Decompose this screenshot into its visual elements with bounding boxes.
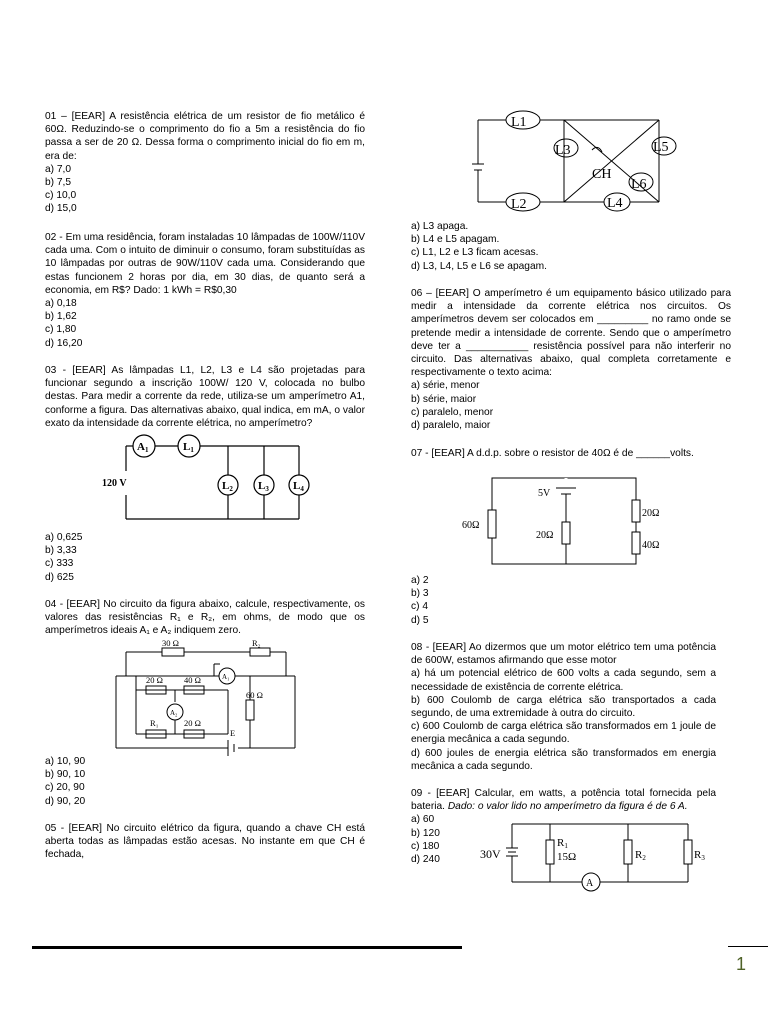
options: [45, 297, 365, 350]
lamp-sub: 3: [265, 485, 269, 493]
question-03: [45, 364, 365, 430]
option: c) 20, 90: [45, 782, 85, 794]
question-06: [411, 287, 731, 432]
option: d) 600 joules de energia elétrica são transformados em energia mecânica a cada segundo.: [411, 747, 716, 772]
question-text: 01 – [EEAR] A resistência elétrica de um resistor de fio metálico é 60Ω. Reduzindo-se o comprimento do fio a 5m a resistência do fio passa a ser de 20 Ω. Dessa forma o comprimento inicial do fio em m, era de:: [45, 111, 365, 162]
question-05: [45, 822, 365, 862]
svg-text:R3: [694, 849, 705, 862]
option: c) paralelo, menor: [411, 406, 494, 418]
option: d) L3, L4, L5 e L6 se apagam.: [411, 260, 547, 272]
label-30-ohm: 30 Ω: [162, 638, 179, 648]
lamp-l6-label: L6: [631, 177, 647, 192]
option: d) 240: [411, 854, 440, 866]
label-r1: R: [557, 837, 565, 849]
option: d) 625: [45, 571, 74, 583]
ammeter-label: A: [586, 878, 594, 889]
option: c) 180: [411, 840, 440, 852]
label-20-ohm-bottom: 20 Ω: [184, 718, 201, 728]
question-text: 04 - [EEAR] No circuito da figura abaixo, calcule, respectivamente, os valores das resistências R₁ e R₂, em ohms, de modo que os amperímetros ideais A₁ e A₂ indiquem zero.: [45, 599, 365, 637]
option: b) série, maior: [411, 393, 477, 405]
label-a2: A₂: [170, 709, 178, 717]
r1-sub: 1: [564, 842, 568, 850]
question-08: [411, 641, 716, 773]
question-text: 02 - Em uma residência, foram instaladas 10 lâmpadas de 100W/110V cada uma. Com o intuito de diminuir o consumo, foram substituídas as 10 lâmpadas por outras de 90W/110V cada uma. Considerando que estas funcionem 2 horas por dia, em 30 dias, de quanto será a economia, em R$? Dado: 1 kWh = R$0,30: [45, 232, 365, 296]
options-05: [411, 220, 547, 273]
option: b) 3,33: [45, 545, 77, 557]
circuit-figure-q07: [460, 474, 660, 570]
options: [411, 379, 731, 432]
question-04: [45, 598, 365, 638]
label-r2: R: [635, 849, 643, 861]
lamp-l3-label: L: [258, 480, 266, 492]
option: a) série, menor: [411, 380, 480, 392]
r2-sub: 2: [642, 854, 646, 862]
question-text: 07 - [EEAR] A d.d.p. sobre o resistor de 40Ω é de ______volts.: [411, 448, 694, 459]
label-a1: A₁: [222, 673, 230, 681]
question-01: [45, 110, 365, 216]
lamp-sub: 2: [229, 485, 233, 493]
option: b) 600 Coulomb de carga elétrica são transportados a cada segundo, de uma extremidade à outra do circuito.: [411, 694, 716, 720]
lamp-l2-label: L: [222, 480, 230, 492]
label-e: E: [230, 728, 236, 738]
option: d) paralelo, maior: [411, 420, 491, 432]
option: b) 3: [411, 588, 429, 600]
label-40-ohm: 40Ω: [642, 540, 660, 551]
option: a) 60: [411, 814, 435, 826]
label-20-ohm-top: 20 Ω: [146, 675, 163, 685]
options: [45, 163, 365, 216]
svg-text:L1: [183, 441, 194, 454]
lamp-l1-label: L1: [511, 115, 527, 130]
option: d) 90, 20: [45, 795, 86, 807]
options-04: [45, 755, 85, 808]
battery-voltage-label: 30V: [480, 847, 501, 861]
lamp-l5-label: L5: [653, 140, 669, 155]
option: d) 15,0: [45, 203, 77, 215]
svg-text:A1: [137, 441, 149, 454]
lamp-l4-label: L: [293, 480, 301, 492]
circuit-figure-q09: [478, 818, 704, 894]
voltage-label: 120 V: [102, 478, 127, 489]
question-02: [45, 231, 365, 350]
option: a) 0,18: [45, 298, 77, 310]
option: d) 16,20: [45, 337, 83, 349]
svg-text:L3: [258, 480, 269, 493]
lamp-l1-label: L: [183, 441, 191, 453]
question-text: 06 – [EEAR] O amperímetro é um equipamento básico utilizado para medir a intensidade da corrente elétrica nos circuitos. Os amperímetros devem ser colocados em _________ no ramo onde se pretende medir a intensidade de corrente. Sendo que o amperímetro deve ter a ___________ resistência possível para não interferir no circuito. Das alternativas abaixo, qual completa corretamente e respectivamente o texto acima:: [411, 288, 731, 379]
option: c) 10,0: [45, 190, 77, 202]
r3-sub: 3: [701, 854, 705, 862]
ammeter-label: A: [137, 441, 145, 453]
option: c) 600 Coulomb de carga elétrica são transformados em 1 joule de energia mecânica a cada segundo.: [411, 721, 716, 746]
option: a) há um potencial elétrico de 600 volts a cada segundo, sem a necessidade de existência de corrente elétrica.: [411, 668, 716, 693]
circuit-figure-q03: [98, 433, 320, 525]
question-07: [411, 447, 731, 460]
option: a) 0,625: [45, 532, 83, 543]
circuit-figure-q05: [464, 108, 669, 214]
option: c) 1,80: [45, 324, 77, 336]
footer-rule: [32, 946, 462, 949]
label-20-ohm-middle: 20Ω: [536, 530, 554, 541]
page-number: 1: [736, 954, 747, 974]
question-text: 08 - [EEAR] Ao dizermos que um motor elétrico tem uma potência de 600W, estamos afirmando que esse motor: [411, 642, 716, 667]
option: c) 4: [411, 601, 428, 613]
lamp-l2-label: L2: [511, 197, 527, 212]
option: c) 333: [45, 558, 74, 570]
question-text: 05 - [EEAR] No circuito elétrico da figura, quando a chave CH está aberta todas as lâmpadas estão acesas. No instante em que CH é fechada,: [45, 823, 365, 861]
circuit-figure-q04: [110, 636, 296, 750]
option: d) 5: [411, 614, 429, 626]
label-r3: R: [694, 849, 702, 861]
page-number-rule: [728, 946, 768, 947]
svg-text:L4: [293, 480, 304, 493]
option: b) 90, 10: [45, 769, 86, 781]
question-text: 03 - [EEAR] As lâmpadas L1, L2, L3 e L4 são projetadas para funcionar segundo a inscrição 100W/ 120 V, colocada no bulbo destas. Para medir a corrente da rede, utiliza-se um amperímetro A1, conforme a figura. Das alternativas abaixo, qual indica, em mA, o valor exato da intensidade da corrente elétrica, no amperímetro?: [45, 365, 365, 429]
option: c) L1, L2 e L3 ficam acesas.: [411, 247, 539, 259]
question-note: Dado: o valor lido no amperímetro da figura é de 6 A.: [447, 801, 688, 813]
question-text: 09 - [EEAR] Calcular, em watts, a potência total fornecida pela bateria.: [411, 788, 716, 813]
label-40-ohm: 40 Ω: [184, 675, 201, 685]
option: b) 7,5: [45, 177, 72, 189]
svg-text:R1: [557, 837, 568, 850]
option: a) 7,0: [45, 163, 72, 175]
lamp-l3-label: L3: [555, 143, 571, 158]
switch-ch-label: CH: [592, 167, 612, 182]
lamp-l4-label: L4: [607, 196, 623, 211]
lamp-sub: 4: [300, 485, 304, 493]
options-07: [411, 574, 429, 627]
svg-text:R2: [635, 849, 646, 862]
label-r1: R₁: [150, 718, 159, 728]
option: a) 2: [411, 575, 429, 586]
ammeter-sub: 1: [144, 446, 149, 454]
svg-text:L2: [222, 480, 233, 493]
options-03: [45, 531, 82, 584]
option: a) 10, 90: [45, 756, 86, 767]
option: b) 120: [411, 827, 440, 839]
option: b) 1,62: [45, 311, 77, 323]
lamp-sub: 1: [190, 446, 194, 454]
label-20-ohm-right: 20Ω: [642, 508, 660, 519]
label-60-ohm: 60Ω: [462, 520, 480, 531]
label-r2: R₂: [252, 638, 261, 648]
label-r1-value: 15Ω: [557, 851, 577, 863]
option: b) L4 e L5 apagam.: [411, 234, 500, 246]
label-60-ohm: 60 Ω: [246, 690, 263, 700]
option: a) L3 apaga.: [411, 221, 469, 232]
voltage-5v-label: 5V: [538, 488, 551, 499]
